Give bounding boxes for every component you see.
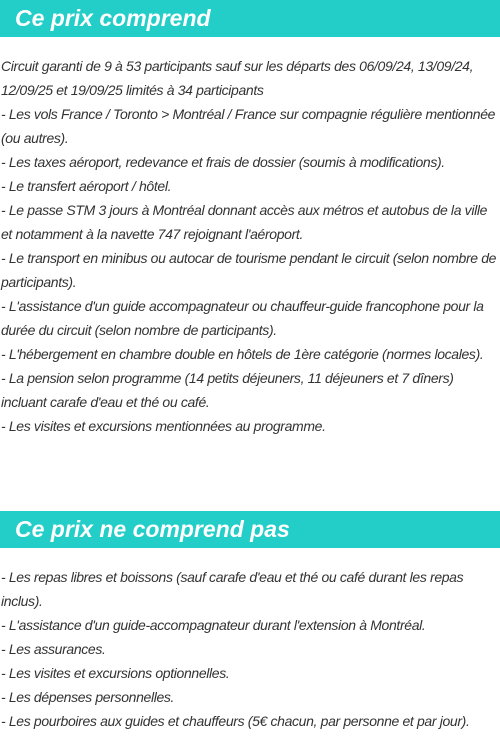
included-item: - L'hébergement en chambre double en hôtels de 1ère catégorie (normes locales). <box>1 346 484 362</box>
included-item: - La pension selon programme (14 petits déjeuners, 11 déjeuners et 7 dîners) incluant carafe d'eau et thé ou café. <box>1 370 454 410</box>
included-title: Ce prix comprend <box>0 0 500 37</box>
included-item: - Les vols France / Toronto > Montréal / France sur compagnie régulière mentionnée (ou autres). <box>1 106 496 146</box>
included-item: - Le transfert aéroport / hôtel. <box>1 178 172 194</box>
included-item: Circuit garanti de 9 à 53 participants sauf sur les départs des 06/09/24, 13/09/24, 12/09/25 et 19/09/25 limités à 34 participants <box>1 58 474 98</box>
excluded-item: - Les repas libres et boissons (sauf carafe d'eau et thé ou café durant les repas inclus). <box>1 569 464 609</box>
included-item: - Le passe STM 3 jours à Montréal donnant accès aux métros et autobus de la ville et notamment à la navette 747 rejoignant l'aéroport. <box>1 202 488 242</box>
excluded-item: - Les visites et excursions optionnelles. <box>1 665 230 681</box>
included-item: - Le transport en minibus ou autocar de tourisme pendant le circuit (selon nombre de participants). <box>1 250 497 290</box>
excluded-item: - Les dépenses personnelles. <box>1 689 175 705</box>
excluded-item: - Les assurances. <box>1 641 106 657</box>
excluded-section <box>0 511 500 733</box>
included-list <box>0 37 500 438</box>
excluded-list <box>0 548 500 733</box>
included-item: - L'assistance d'un guide accompagnateur ou chauffeur-guide francophone pour la durée du circuit (selon nombre de participants). <box>1 298 484 338</box>
excluded-item: - Les pourboires aux guides et chauffeurs (5€ chacun, par personne et par jour). <box>1 713 470 729</box>
included-item: - Les visites et excursions mentionnées au programme. <box>1 418 326 434</box>
included-item: - Les taxes aéroport, redevance et frais de dossier (soumis à modifications). <box>1 154 445 170</box>
excluded-item: - L'assistance d'un guide-accompagnateur durant l'extension à Montréal. <box>1 617 426 633</box>
excluded-title: Ce prix ne comprend pas <box>0 511 500 548</box>
